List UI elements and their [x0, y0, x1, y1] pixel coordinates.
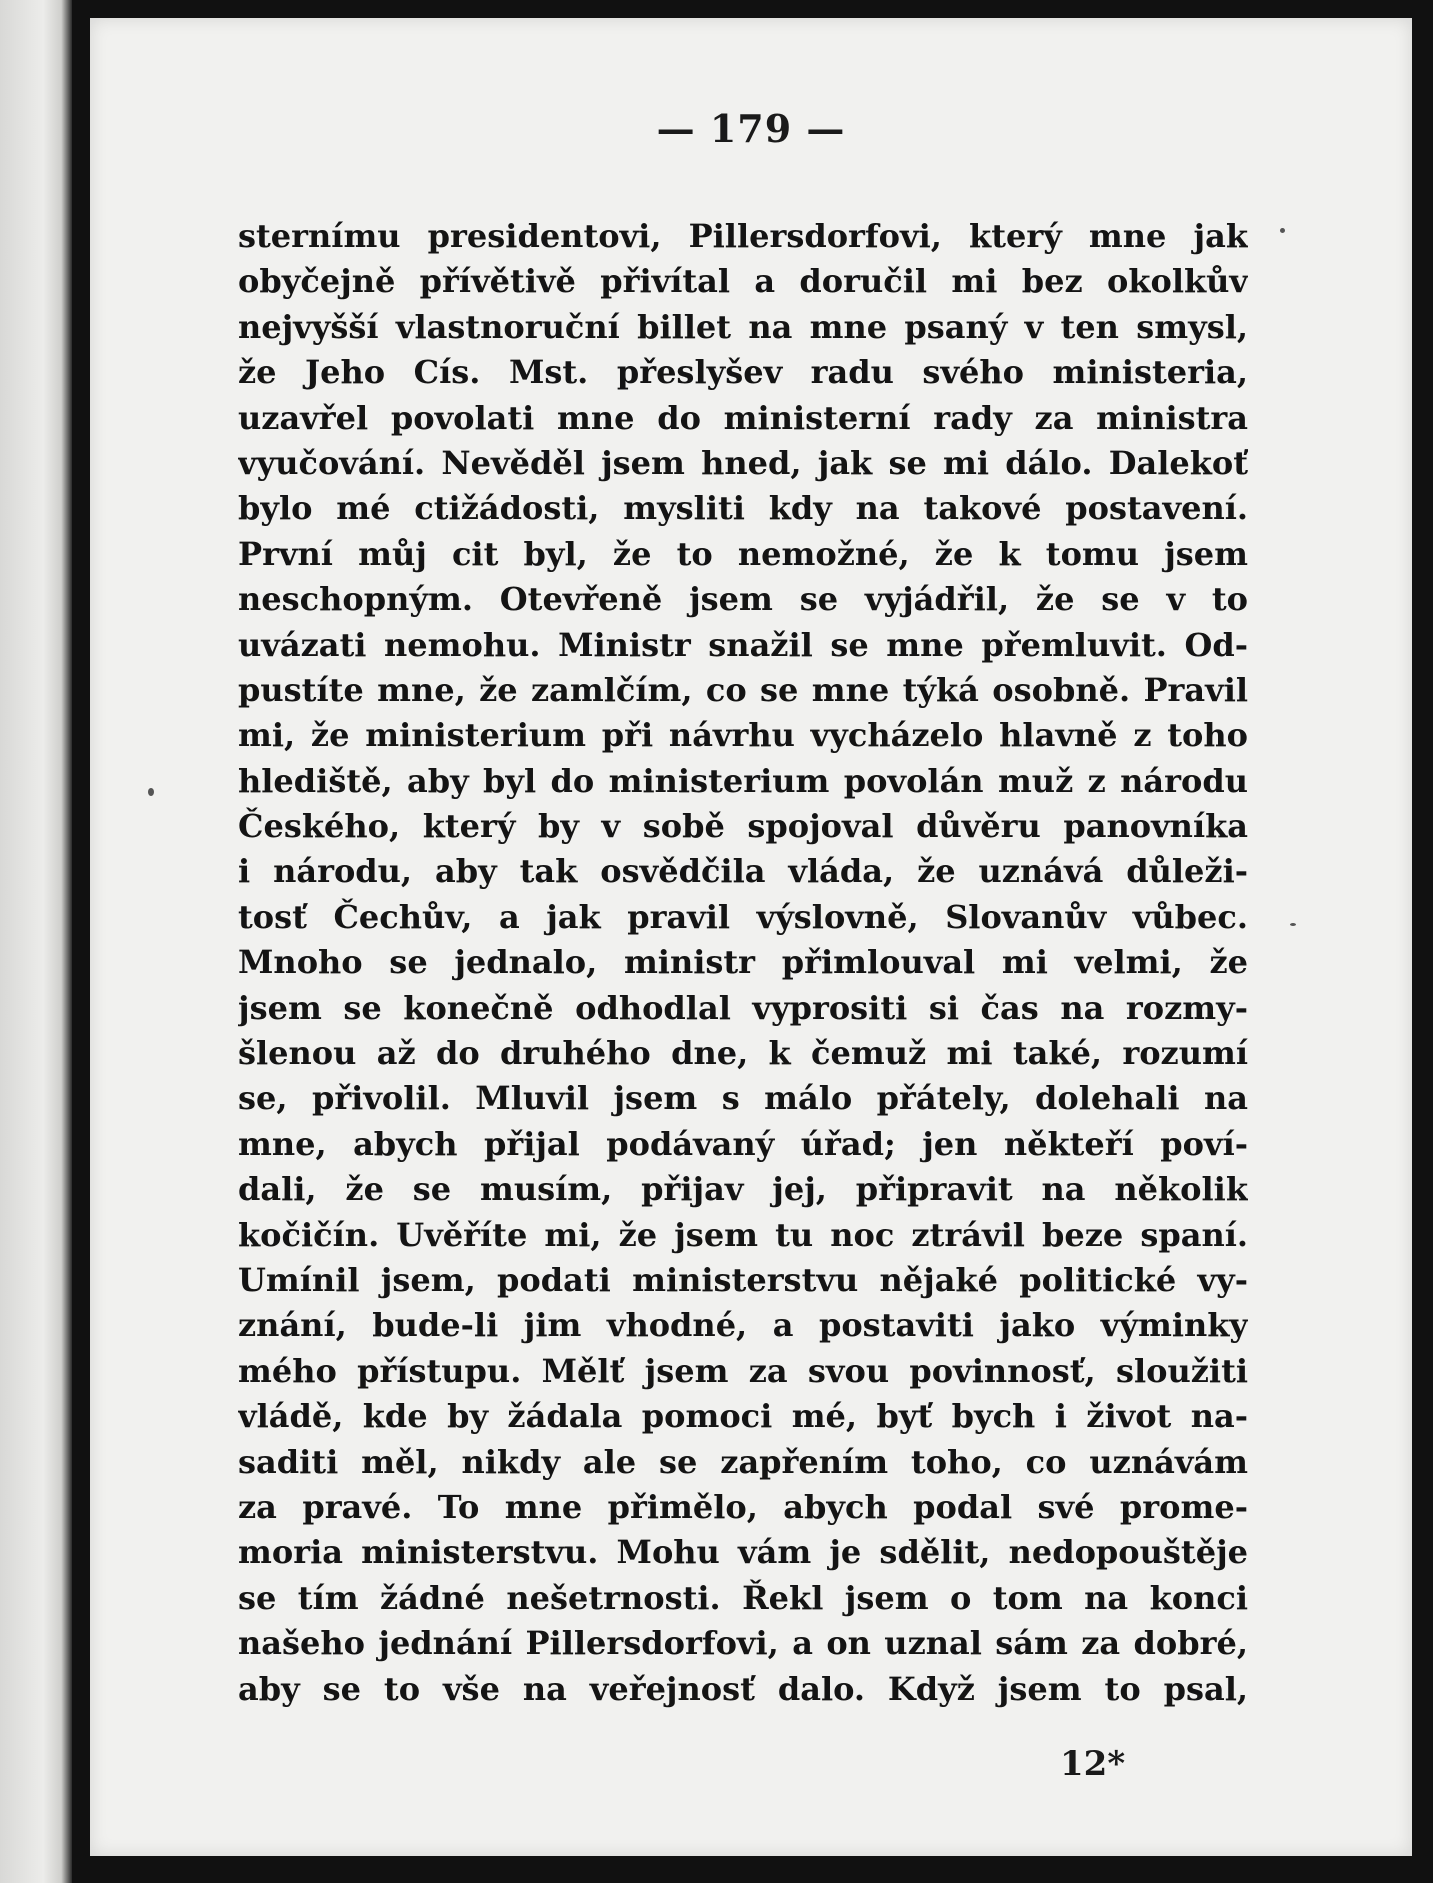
text-line: aby se to vše na veřejnosť dalo. Když jsem to psal,: [238, 1669, 1248, 1708]
text-line: pustíte mne, že zamlčím, co se mne týká osobně. Pravil: [238, 670, 1248, 709]
text-line: vládě, kde by žádala pomoci mé, byť bych i život na-: [238, 1397, 1248, 1436]
text-line: mi, že ministerium při návrhu vycházelo hlavně z toho: [238, 716, 1248, 755]
text-line: mého přístupu. Mělť jsem za svou povinnosť, sloužiti: [238, 1351, 1248, 1390]
text-line: Umínil jsem, podati ministerstvu nějaké politické vy-: [238, 1260, 1248, 1299]
text-line: hlediště, aby byl do ministerium povolán muž z národu: [238, 761, 1248, 800]
book-page: [90, 18, 1412, 1856]
text-line: kočičín. Uvěříte mi, že jsem tu noc ztrávil beze spaní.: [238, 1215, 1248, 1254]
text-line: moria ministerstvu. Mohu vám je sdělit, nedopouštěje: [238, 1533, 1248, 1572]
printer-signature-mark: 12*: [1060, 1744, 1126, 1784]
text-line: šlenou až do druhého dne, k čemuž mi také, rozumí: [238, 1034, 1248, 1073]
text-line: Mnoho se jednalo, ministr přimlouval mi velmi, že: [238, 943, 1248, 982]
text-line: i národu, aby tak osvědčila vláda, že uznává důleži-: [238, 852, 1248, 891]
text-line: Českého, který by v sobě spojoval důvěru panovníka: [238, 807, 1248, 846]
text-line: mne, abych přijal podávaný úřad; jen někteří poví-: [238, 1124, 1248, 1163]
text-line: dali, že se musím, přijav jej, připravit na několik: [238, 1170, 1248, 1209]
text-line: se, přivolil. Mluvil jsem s málo přátely, dolehali na: [238, 1079, 1248, 1118]
text-line: obyčejně přívětivě přivítal a doručil mi bez okolkův: [238, 262, 1248, 301]
text-line: tosť Čechův, a jak pravil výslovně, Slovanův vůbec.: [238, 897, 1248, 936]
text-line: že Jeho Cís. Mst. přeslyšev radu svého ministeria,: [238, 353, 1248, 392]
text-line: vyučování. Nevěděl jsem hned, jak se mi dálo. Dalekoť: [238, 443, 1248, 482]
text-line: jsem se konečně odhodlal vyprositi si čas na rozmy-: [238, 988, 1248, 1027]
text-line: se tím žádné nešetrnosti. Řekl jsem o tom na konci: [238, 1578, 1248, 1617]
text-line: znání, bude-li jim vhodné, a postaviti jako výminky: [238, 1306, 1248, 1345]
text-line: bylo mé ctižádosti, mysliti kdy na takové postavení.: [238, 489, 1248, 528]
print-speck: [148, 788, 154, 796]
text-line: uzavřel povolati mne do ministerní rady za ministra: [238, 398, 1248, 437]
text-line: uvázati nemohu. Ministr snažil se mne přemluvit. Od-: [238, 625, 1248, 664]
text-line: První můj cit byl, že to nemožné, že k tomu jsem: [238, 534, 1248, 573]
text-line: sternímu presidentovi, Pillersdorfovi, který mne jak: [238, 217, 1248, 255]
text-line: saditi měl, nikdy ale se zapřením toho, co uznávám: [238, 1442, 1248, 1481]
text-line: neschopným. Otevřeně jsem se vyjádřil, že se v to: [238, 580, 1248, 619]
text-line: nejvyšší vlastnoruční billet na mne psaný v ten smysl,: [238, 307, 1248, 346]
text-line: našeho jednání Pillersdorfovi, a on uznal sám za dobré,: [238, 1624, 1248, 1663]
body-text: [238, 214, 1248, 1712]
print-speck: [1290, 923, 1296, 926]
page-number: — 179 —: [656, 106, 846, 151]
previous-page-edge: [0, 0, 72, 1883]
text-line: za pravé. To mne přimělo, abych podal své prome-: [238, 1487, 1248, 1526]
print-speck: [1280, 228, 1285, 233]
